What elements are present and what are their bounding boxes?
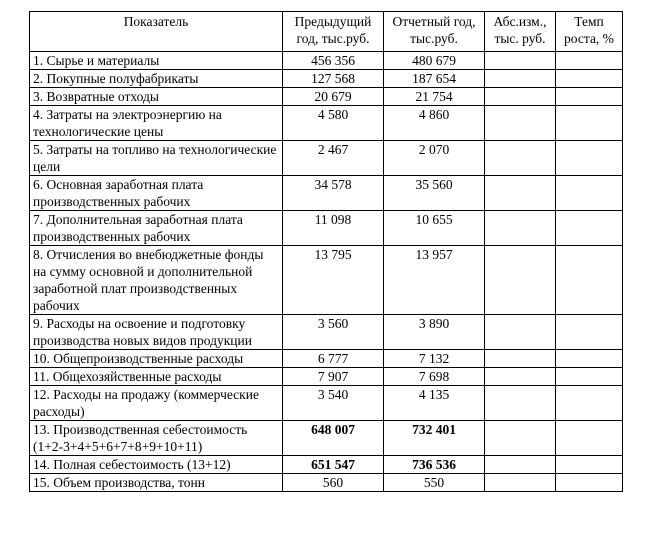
cell-growth-rate (556, 386, 623, 421)
cell-growth-rate (556, 141, 623, 176)
cell-abs-change (485, 88, 556, 106)
table-row (30, 88, 623, 106)
row-label: 13. Производственная себестоимость (1+2-3+4+5+6+7+8+9+10+11) (30, 421, 283, 456)
cell-growth-rate (556, 176, 623, 211)
table-row (30, 315, 623, 350)
row-label: 3. Возвратные отходы (30, 88, 283, 106)
table-row (30, 350, 623, 368)
cell-abs-change (485, 315, 556, 350)
header-previous-year: Предыдущий год, тыс.руб. (283, 12, 384, 52)
cell-reporting-year: 550 (384, 474, 485, 492)
row-label: 15. Объем производства, тонн (30, 474, 283, 492)
table-row (30, 474, 623, 492)
row-label: 6. Основная заработная плата производственных рабочих (30, 176, 283, 211)
header-indicator: Показатель (30, 12, 283, 52)
cell-previous-year: 34 578 (283, 176, 384, 211)
cell-growth-rate (556, 88, 623, 106)
table-row (30, 70, 623, 88)
cell-reporting-year: 21 754 (384, 88, 485, 106)
cell-abs-change (485, 350, 556, 368)
row-label: 8. Отчисления во внебюджетные фонды на сумму основной и дополнительной заработной плат производственных рабочих (30, 246, 283, 315)
cell-previous-year: 3 540 (283, 386, 384, 421)
cell-previous-year: 13 795 (283, 246, 384, 315)
cell-reporting-year: 3 890 (384, 315, 485, 350)
cell-previous-year: 2 467 (283, 141, 384, 176)
cell-reporting-year: 35 560 (384, 176, 485, 211)
table-row (30, 106, 623, 141)
cell-growth-rate (556, 368, 623, 386)
cell-growth-rate (556, 211, 623, 246)
row-label: 2. Покупные полуфабрикаты (30, 70, 283, 88)
cell-growth-rate (556, 421, 623, 456)
cell-previous-year: 6 777 (283, 350, 384, 368)
cell-abs-change (485, 386, 556, 421)
cell-growth-rate (556, 70, 623, 88)
row-label: 7. Дополнительная заработная плата производственных рабочих (30, 211, 283, 246)
cell-growth-rate (556, 315, 623, 350)
table-row (30, 246, 623, 315)
table-row (30, 176, 623, 211)
cell-reporting-year: 2 070 (384, 141, 485, 176)
cell-reporting-year: 480 679 (384, 52, 485, 70)
cell-previous-year: 4 580 (283, 106, 384, 141)
table-row (30, 211, 623, 246)
cell-previous-year: 7 907 (283, 368, 384, 386)
cell-abs-change (485, 456, 556, 474)
cell-reporting-year: 187 654 (384, 70, 485, 88)
table-row (30, 386, 623, 421)
row-label: 12. Расходы на продажу (коммерческие расходы) (30, 386, 283, 421)
cell-previous-year: 456 356 (283, 52, 384, 70)
row-label: 11. Общехозяйственные расходы (30, 368, 283, 386)
cell-previous-year: 648 007 (283, 421, 384, 456)
cell-previous-year: 127 568 (283, 70, 384, 88)
cell-reporting-year: 10 655 (384, 211, 485, 246)
cell-abs-change (485, 106, 556, 141)
header-abs-change: Абс.изм., тыс. руб. (485, 12, 556, 52)
cell-reporting-year: 732 401 (384, 421, 485, 456)
table-header (30, 12, 623, 52)
cell-previous-year: 560 (283, 474, 384, 492)
table-row (30, 52, 623, 70)
table-row (30, 421, 623, 456)
cell-abs-change (485, 141, 556, 176)
cell-abs-change (485, 52, 556, 70)
cell-reporting-year: 7 132 (384, 350, 485, 368)
cell-abs-change (485, 368, 556, 386)
cell-abs-change (485, 70, 556, 88)
table-body (30, 52, 623, 492)
cell-previous-year: 11 098 (283, 211, 384, 246)
cell-growth-rate (556, 456, 623, 474)
cell-growth-rate (556, 474, 623, 492)
cell-reporting-year: 13 957 (384, 246, 485, 315)
cell-abs-change (485, 421, 556, 456)
row-label: 4. Затраты на электроэнергию на технологические цены (30, 106, 283, 141)
row-label: 9. Расходы на освоение и подготовку производства новых видов продукции (30, 315, 283, 350)
cell-reporting-year: 7 698 (384, 368, 485, 386)
table-row (30, 141, 623, 176)
header-growth-rate: Темп роста, % (556, 12, 623, 52)
row-label: 10. Общепроизводственные расходы (30, 350, 283, 368)
row-label: 5. Затраты на топливо на технологические цели (30, 141, 283, 176)
cell-abs-change (485, 211, 556, 246)
cell-previous-year: 651 547 (283, 456, 384, 474)
cell-previous-year: 3 560 (283, 315, 384, 350)
cell-abs-change (485, 246, 556, 315)
table-row (30, 368, 623, 386)
row-label: 1. Сырье и материалы (30, 52, 283, 70)
cell-reporting-year: 736 536 (384, 456, 485, 474)
cell-abs-change (485, 474, 556, 492)
cost-table (29, 11, 623, 492)
cell-growth-rate (556, 246, 623, 315)
cell-growth-rate (556, 52, 623, 70)
cell-growth-rate (556, 106, 623, 141)
table-row (30, 456, 623, 474)
header-row (30, 12, 623, 52)
header-reporting-year: Отчетный год, тыс.руб. (384, 12, 485, 52)
cell-previous-year: 20 679 (283, 88, 384, 106)
cell-reporting-year: 4 135 (384, 386, 485, 421)
row-label: 14. Полная себестоимость (13+12) (30, 456, 283, 474)
cell-growth-rate (556, 350, 623, 368)
cell-reporting-year: 4 860 (384, 106, 485, 141)
cell-abs-change (485, 176, 556, 211)
